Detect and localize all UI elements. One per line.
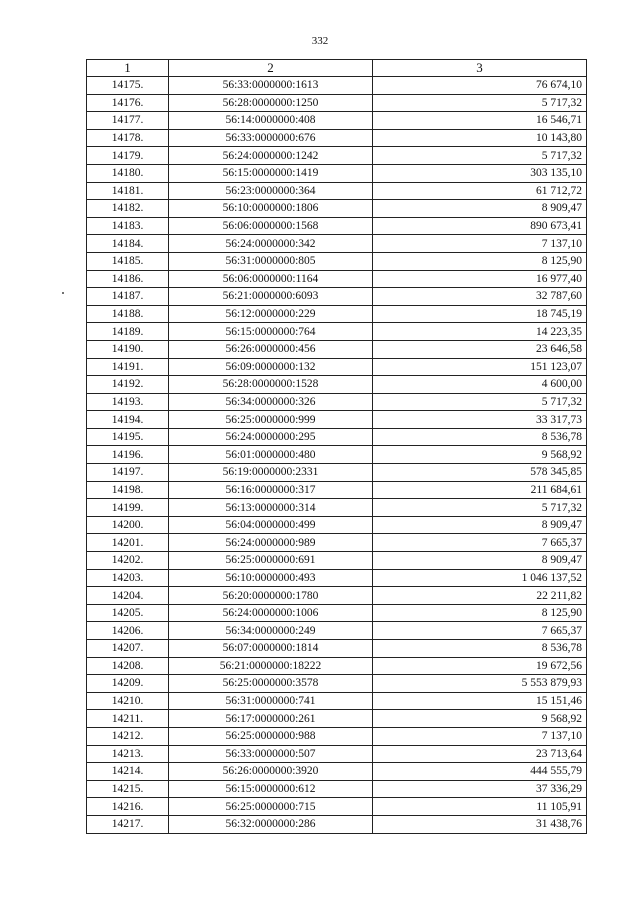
row-value: 7 665,37 [373,622,587,640]
table-row [87,77,587,95]
row-number: 14177. [87,112,169,130]
table-row [87,446,587,464]
row-number: 14197. [87,464,169,482]
row-number: 14205. [87,604,169,622]
table-row [87,94,587,112]
row-number: 14181. [87,182,169,200]
cadastral-number: 56:31:0000000:741 [169,692,373,710]
cadastral-number: 56:15:0000000:612 [169,780,373,798]
cadastral-number: 56:15:0000000:1419 [169,164,373,182]
row-value: 9 568,92 [373,446,587,464]
cadastral-number: 56:21:0000000:6093 [169,288,373,306]
cadastral-number: 56:15:0000000:764 [169,323,373,341]
table-row [87,710,587,728]
row-number: 14193. [87,393,169,411]
header-row [87,60,587,77]
row-number: 14217. [87,815,169,833]
row-number: 14208. [87,657,169,675]
row-number: 14200. [87,516,169,534]
table-row [87,428,587,446]
row-value: 5 717,32 [373,499,587,517]
row-value: 578 345,85 [373,464,587,482]
cadastral-number: 56:24:0000000:342 [169,235,373,253]
cadastral-number: 56:20:0000000:1780 [169,587,373,605]
cadastral-number: 56:25:0000000:999 [169,411,373,429]
table-row [87,481,587,499]
table-row [87,270,587,288]
row-number: 14207. [87,640,169,658]
cadastral-number: 56:33:0000000:507 [169,745,373,763]
table-row [87,604,587,622]
row-value: 1 046 137,52 [373,569,587,587]
row-number: 14198. [87,481,169,499]
row-value: 303 135,10 [373,164,587,182]
cadastral-number: 56:12:0000000:229 [169,305,373,323]
table-row [87,622,587,640]
cadastral-number: 56:26:0000000:3920 [169,763,373,781]
cadastral-number: 56:10:0000000:493 [169,569,373,587]
row-number: 14213. [87,745,169,763]
table-body [87,77,587,834]
table-row [87,217,587,235]
table-row [87,727,587,745]
table-row [87,587,587,605]
row-value: 33 317,73 [373,411,587,429]
row-number: 14211. [87,710,169,728]
cadastral-number: 56:26:0000000:456 [169,340,373,358]
row-value: 61 712,72 [373,182,587,200]
cadastral-number: 56:09:0000000:132 [169,358,373,376]
row-value: 7 137,10 [373,727,587,745]
table-row [87,569,587,587]
row-value: 444 555,79 [373,763,587,781]
row-value: 23 713,64 [373,745,587,763]
row-value: 23 646,58 [373,340,587,358]
row-number: 14206. [87,622,169,640]
table-row [87,745,587,763]
row-value: 9 568,92 [373,710,587,728]
row-number: 14184. [87,235,169,253]
row-value: 16 546,71 [373,112,587,130]
row-value: 5 553 879,93 [373,675,587,693]
table-row [87,534,587,552]
cadastral-number: 56:13:0000000:314 [169,499,373,517]
row-number: 14201. [87,534,169,552]
row-value: 8 125,90 [373,252,587,270]
row-value: 22 211,82 [373,587,587,605]
cadastral-number: 56:06:0000000:1164 [169,270,373,288]
cadastral-number: 56:06:0000000:1568 [169,217,373,235]
table-row [87,464,587,482]
row-number: 14214. [87,763,169,781]
cadastral-number: 56:32:0000000:286 [169,815,373,833]
row-number: 14210. [87,692,169,710]
row-number: 14187. [87,288,169,306]
row-number: 14185. [87,252,169,270]
table-row [87,129,587,147]
row-value: 8 536,78 [373,428,587,446]
row-value: 16 977,40 [373,270,587,288]
row-number: 14215. [87,780,169,798]
row-number: 14191. [87,358,169,376]
row-value: 8 909,47 [373,516,587,534]
cadastral-number: 56:25:0000000:715 [169,798,373,816]
row-number: 14202. [87,552,169,570]
table-row [87,393,587,411]
table-row [87,411,587,429]
row-number: 14196. [87,446,169,464]
row-number: 14176. [87,94,169,112]
row-value: 19 672,56 [373,657,587,675]
table-row [87,235,587,253]
cadastral-number: 56:23:0000000:364 [169,182,373,200]
row-number: 14195. [87,428,169,446]
row-value: 14 223,35 [373,323,587,341]
column-header-1: 1 [87,60,169,77]
row-number: 14175. [87,77,169,95]
column-header-3: 3 [373,60,587,77]
row-value: 4 600,00 [373,376,587,394]
table-row [87,164,587,182]
cadastral-number: 56:10:0000000:1806 [169,200,373,218]
cadastral-number: 56:25:0000000:3578 [169,675,373,693]
row-value: 5 717,32 [373,393,587,411]
scan-dot [62,292,64,294]
table-row [87,340,587,358]
cadastral-number: 56:24:0000000:989 [169,534,373,552]
cadastral-number: 56:21:0000000:18222 [169,657,373,675]
row-number: 14204. [87,587,169,605]
row-value: 8 536,78 [373,640,587,658]
table-row [87,763,587,781]
cadastral-number: 56:34:0000000:249 [169,622,373,640]
row-number: 14182. [87,200,169,218]
row-number: 14186. [87,270,169,288]
row-value: 37 336,29 [373,780,587,798]
row-number: 14192. [87,376,169,394]
cadastral-number: 56:31:0000000:805 [169,252,373,270]
table-row [87,112,587,130]
table-row [87,252,587,270]
row-value: 890 673,41 [373,217,587,235]
row-value: 8 125,90 [373,604,587,622]
row-value: 5 717,32 [373,94,587,112]
row-value: 10 143,80 [373,129,587,147]
cadastral-number: 56:24:0000000:295 [169,428,373,446]
cadastral-number: 56:25:0000000:988 [169,727,373,745]
table-row [87,499,587,517]
register-table [86,59,587,834]
table-row [87,640,587,658]
table-row [87,692,587,710]
table-row [87,200,587,218]
cadastral-number: 56:33:0000000:1613 [169,77,373,95]
row-number: 14190. [87,340,169,358]
table-row [87,376,587,394]
cadastral-number: 56:14:0000000:408 [169,112,373,130]
column-header-2: 2 [169,60,373,77]
row-number: 14178. [87,129,169,147]
row-number: 14194. [87,411,169,429]
row-value: 76 674,10 [373,77,587,95]
row-number: 14203. [87,569,169,587]
table-row [87,815,587,833]
table-row [87,288,587,306]
cadastral-number: 56:19:0000000:2331 [169,464,373,482]
row-number: 14199. [87,499,169,517]
cadastral-number: 56:28:0000000:1250 [169,94,373,112]
row-number: 14216. [87,798,169,816]
table-row [87,675,587,693]
row-value: 11 105,91 [373,798,587,816]
row-value: 8 909,47 [373,552,587,570]
cadastral-number: 56:04:0000000:499 [169,516,373,534]
table-row [87,516,587,534]
cadastral-number: 56:07:0000000:1814 [169,640,373,658]
cadastral-number: 56:28:0000000:1528 [169,376,373,394]
row-value: 7 137,10 [373,235,587,253]
cadastral-number: 56:17:0000000:261 [169,710,373,728]
cadastral-number: 56:16:0000000:317 [169,481,373,499]
row-value: 15 151,46 [373,692,587,710]
table-row [87,147,587,165]
table-row [87,552,587,570]
row-number: 14212. [87,727,169,745]
row-value: 7 665,37 [373,534,587,552]
table-row [87,305,587,323]
table-row [87,657,587,675]
row-number: 14209. [87,675,169,693]
cadastral-number: 56:24:0000000:1006 [169,604,373,622]
page-number: 332 [311,35,329,47]
row-value: 18 745,19 [373,305,587,323]
cadastral-number: 56:25:0000000:691 [169,552,373,570]
table-row [87,358,587,376]
table-row [87,780,587,798]
row-number: 14180. [87,164,169,182]
cadastral-number: 56:24:0000000:1242 [169,147,373,165]
row-value: 8 909,47 [373,200,587,218]
table-row [87,798,587,816]
cadastral-number: 56:01:0000000:480 [169,446,373,464]
row-value: 211 684,61 [373,481,587,499]
row-number: 14189. [87,323,169,341]
row-value: 5 717,32 [373,147,587,165]
row-value: 32 787,60 [373,288,587,306]
row-value: 31 438,76 [373,815,587,833]
row-number: 14188. [87,305,169,323]
cadastral-number: 56:34:0000000:326 [169,393,373,411]
table-row [87,182,587,200]
table-row [87,323,587,341]
row-value: 151 123,07 [373,358,587,376]
row-number: 14183. [87,217,169,235]
row-number: 14179. [87,147,169,165]
cadastral-number: 56:33:0000000:676 [169,129,373,147]
